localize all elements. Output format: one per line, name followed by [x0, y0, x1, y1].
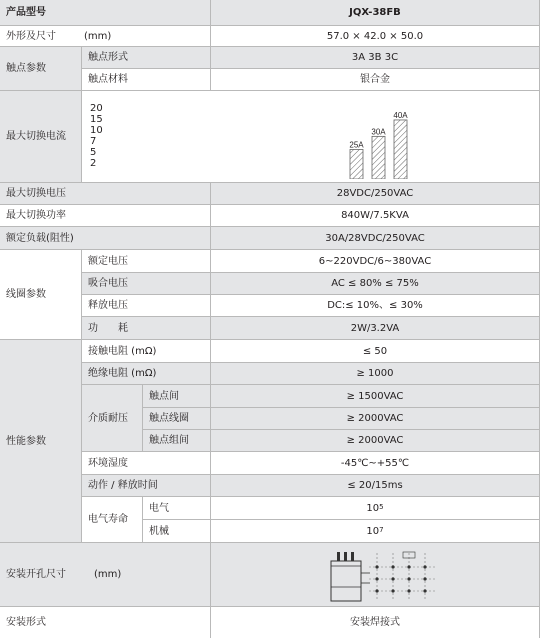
current-bar-1 [350, 149, 363, 179]
insulation-label: 绝缘电阻 (mΩ) [88, 368, 157, 379]
pull-in-voltage-value-cell [211, 273, 540, 295]
rated-load-label: 额定负载(阻性) [6, 232, 74, 244]
electrical-exp: 5 [379, 503, 384, 512]
coil-param-label-cell [0, 250, 82, 340]
install-hole-drawing [329, 549, 441, 603]
power-label: 功 耗 [88, 322, 128, 334]
install-hole-label-cell [0, 543, 211, 607]
humidity-label-cell [82, 452, 211, 475]
mechanical-label: 机械 [149, 525, 169, 537]
release-voltage-label: 释放电压 [88, 300, 128, 311]
dielectric-row-2-value: ≥ 2000VAC [346, 413, 404, 424]
coil-rated-voltage-label-cell [82, 250, 211, 273]
current-values-list [90, 103, 103, 169]
insulation-value: ≥ 1000 [356, 368, 394, 379]
coil-rated-voltage-value: 6~220VDC/6~380VAC [318, 255, 432, 267]
dielectric-row-1-value-cell [211, 385, 540, 408]
release-voltage-label-cell [82, 295, 211, 317]
pull-in-voltage-label-cell [82, 273, 211, 295]
dielectric-row-3-value: ≥ 2000VAC [346, 435, 404, 446]
mechanical-value: 10 [366, 525, 380, 537]
insulation-label-cell [82, 363, 211, 385]
pull-in-voltage-value: AC ≤ 80% ≤ 75% [331, 278, 419, 289]
dielectric-row-1-label: 触点间 [149, 390, 179, 402]
size-label-cell [0, 26, 211, 47]
performance-label: 性能参数 [6, 435, 46, 447]
current-bar-chart [338, 97, 428, 179]
action-label-cell [82, 475, 211, 497]
humidity-value-cell [211, 452, 540, 475]
dielectric-row-2-value-cell [211, 408, 540, 430]
current-value-3: 10 [90, 125, 103, 136]
model-label-cell [0, 0, 211, 26]
humidity-value: -45℃~+55℃ [340, 457, 410, 469]
current-bar-2 [372, 136, 385, 179]
dielectric-row-1-label-cell [143, 385, 211, 408]
model-value-cell [211, 0, 540, 26]
model-value: JQX-38FB [349, 7, 401, 18]
contact-resistance-label-cell [82, 340, 211, 363]
max-switch-voltage-value: 28VDC/250VAC [336, 188, 414, 199]
install-form-value-cell [211, 607, 540, 638]
power-value-cell [211, 317, 540, 340]
size-value: 57.0 × 42.0 × 50.0 [326, 30, 424, 42]
pull-in-voltage-label: 吸合电压 [88, 278, 128, 289]
current-bar-label-1: 25A [349, 140, 364, 150]
coil-rated-voltage-label: 额定电压 [88, 255, 128, 267]
rated-load-value-cell [211, 227, 540, 250]
current-bar-label-3: 40A [393, 110, 408, 120]
dielectric-row-2-label-cell [143, 408, 211, 430]
contact-material-label: 触点材料 [88, 74, 128, 85]
install-form-label: 安装形式 [6, 617, 46, 628]
dielectric-row-3-value-cell [211, 430, 540, 452]
humidity-label: 环境湿度 [88, 457, 128, 469]
size-unit: (mm) [84, 30, 112, 42]
current-value-2: 15 [90, 114, 103, 125]
performance-label-cell [0, 340, 82, 543]
rated-load-label-cell [0, 227, 211, 250]
contact-param-label: 触点参数 [6, 63, 46, 74]
mechanical-label-cell [143, 520, 211, 543]
release-voltage-value: DC:≤ 10%、≤ 30% [327, 300, 423, 311]
dielectric-row-3-label: 触点组间 [149, 435, 189, 446]
contact-form-value: 3A 3B 3C [351, 52, 399, 63]
coil-rated-voltage-value-cell [211, 250, 540, 273]
current-value-6: 2 [90, 158, 97, 169]
release-voltage-value-cell [211, 295, 540, 317]
contact-resistance-value-cell [211, 340, 540, 363]
mechanical-value-cell [211, 520, 540, 543]
current-value-5: 5 [90, 147, 97, 158]
electrical-value: 10 [366, 502, 380, 514]
action-value: ≤ 20/15ms [347, 480, 403, 491]
install-hole-unit: (mm) [94, 569, 122, 580]
contact-material-label-cell [82, 69, 211, 91]
contact-material-value-cell [211, 69, 540, 91]
electrical-label-cell [143, 497, 211, 520]
size-value-cell [211, 26, 540, 47]
max-switch-power-value-cell [211, 205, 540, 227]
electrical-label: 电气 [149, 502, 169, 514]
electrical-life-label: 电气寿命 [88, 514, 128, 525]
action-label: 动作 / 释放时间 [88, 480, 158, 491]
contact-resistance-value: ≤ 50 [362, 345, 388, 357]
max-switch-voltage-value-cell [211, 183, 540, 205]
install-form-label-cell [0, 607, 211, 638]
coil-param-label: 线圈参数 [6, 289, 46, 300]
contact-resistance-label: 接触电阻 (mΩ) [88, 345, 157, 357]
electrical-value-cell [211, 497, 540, 520]
current-value-1: 20 [90, 103, 103, 114]
mechanical-exp: 7 [379, 526, 384, 535]
contact-form-label: 触点形式 [88, 52, 128, 63]
dielectric-row-2-label: 触点线圈 [149, 413, 189, 424]
current-bar-3 [394, 120, 407, 179]
contact-form-label-cell [82, 47, 211, 69]
dielectric-label-cell [82, 385, 143, 452]
max-switch-power-label: 最大切换功率 [6, 210, 66, 221]
insulation-value-cell [211, 363, 540, 385]
power-value: 2W/3.2VA [350, 322, 400, 334]
action-value-cell [211, 475, 540, 497]
max-switch-voltage-label-cell [0, 183, 211, 205]
max-switch-current-label: 最大切换电流 [6, 131, 66, 142]
contact-form-value-cell [211, 47, 540, 69]
max-switch-power-label-cell [0, 205, 211, 227]
dielectric-row-1-value: ≥ 1500VAC [346, 390, 404, 402]
contact-material-value: 银合金 [360, 74, 390, 85]
dielectric-label: 介质耐压 [88, 412, 128, 424]
max-switch-voltage-label: 最大切换电压 [6, 188, 66, 199]
current-value-4: 7 [90, 136, 97, 147]
dielectric-row-3-label-cell [143, 430, 211, 452]
max-switch-power-value: 840W/7.5KVA [341, 210, 409, 221]
model-label: 产品型号 [6, 7, 46, 18]
electrical-life-label-cell [82, 497, 143, 543]
current-bar-label-2: 30A [371, 127, 386, 137]
contact-param-label-cell [0, 47, 82, 91]
size-label: 外形及尺寸 [6, 30, 56, 42]
max-switch-current-label-cell [0, 91, 82, 183]
install-hole-label: 安装开孔尺寸 [6, 569, 66, 580]
install-form-value: 安装焊接式 [350, 617, 400, 628]
max-switch-current-value-cell [82, 91, 540, 183]
rated-load-value: 30A/28VDC/250VAC [325, 232, 425, 244]
power-label-cell [82, 317, 211, 340]
